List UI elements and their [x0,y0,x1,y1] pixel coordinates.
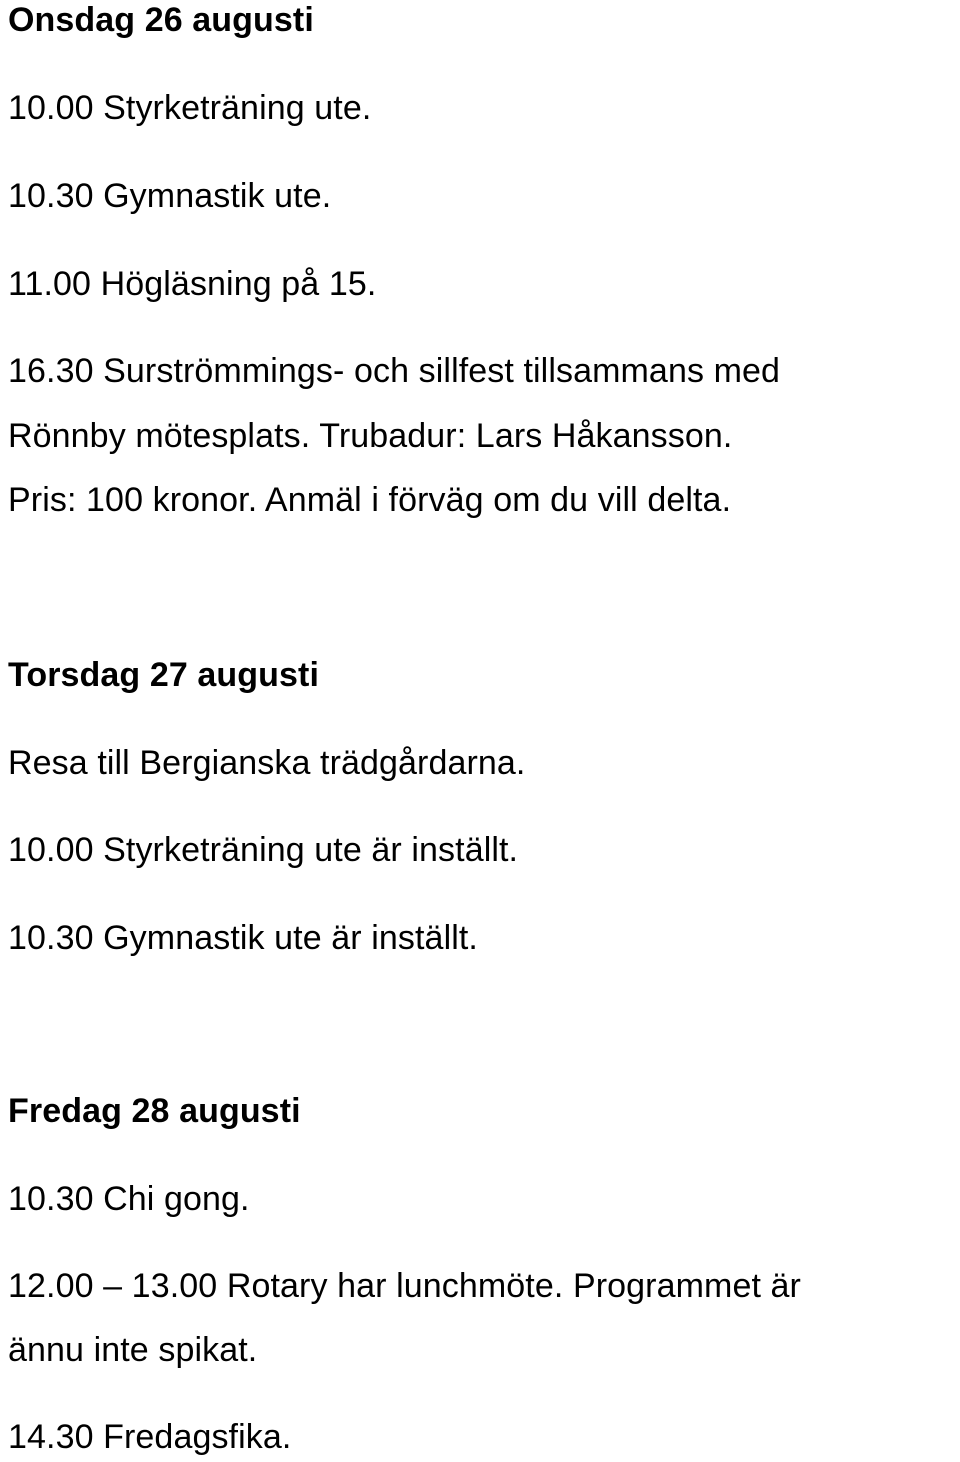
schedule-line: 10.30 Gymnastik ute är inställt. [8,919,478,957]
schedule-line: 14.30 Fredagsfika. [8,1418,292,1456]
schedule-line: 12.00 – 13.00 Rotary har lunchmöte. Programmet är [8,1267,801,1305]
day-heading-thursday: Torsdag 27 augusti [8,656,320,694]
schedule-line-continued: Rönnby mötesplats. Trubadur: Lars Håkansson. [8,417,733,455]
schedule-line: 10.00 Styrketräning ute. [8,89,372,127]
schedule-line: 10.30 Gymnastik ute. [8,177,332,215]
schedule-line: 16.30 Surströmmings- och sillfest tillsammans med [8,352,781,390]
schedule-line: Resa till Bergianska trädgårdarna. [8,744,526,782]
schedule-line-continued: Pris: 100 kronor. Anmäl i förväg om du vill delta. [8,481,732,519]
schedule-line: 11.00 Högläsning på 15. [8,265,377,303]
schedule-line-continued: ännu inte spikat. [8,1331,258,1369]
day-heading-friday: Fredag 28 augusti [8,1092,301,1130]
schedule-line: 10.00 Styrketräning ute är inställt. [8,831,519,869]
day-heading-wednesday: Onsdag 26 augusti [8,1,314,39]
schedule-line: 10.30 Chi gong. [8,1180,250,1218]
